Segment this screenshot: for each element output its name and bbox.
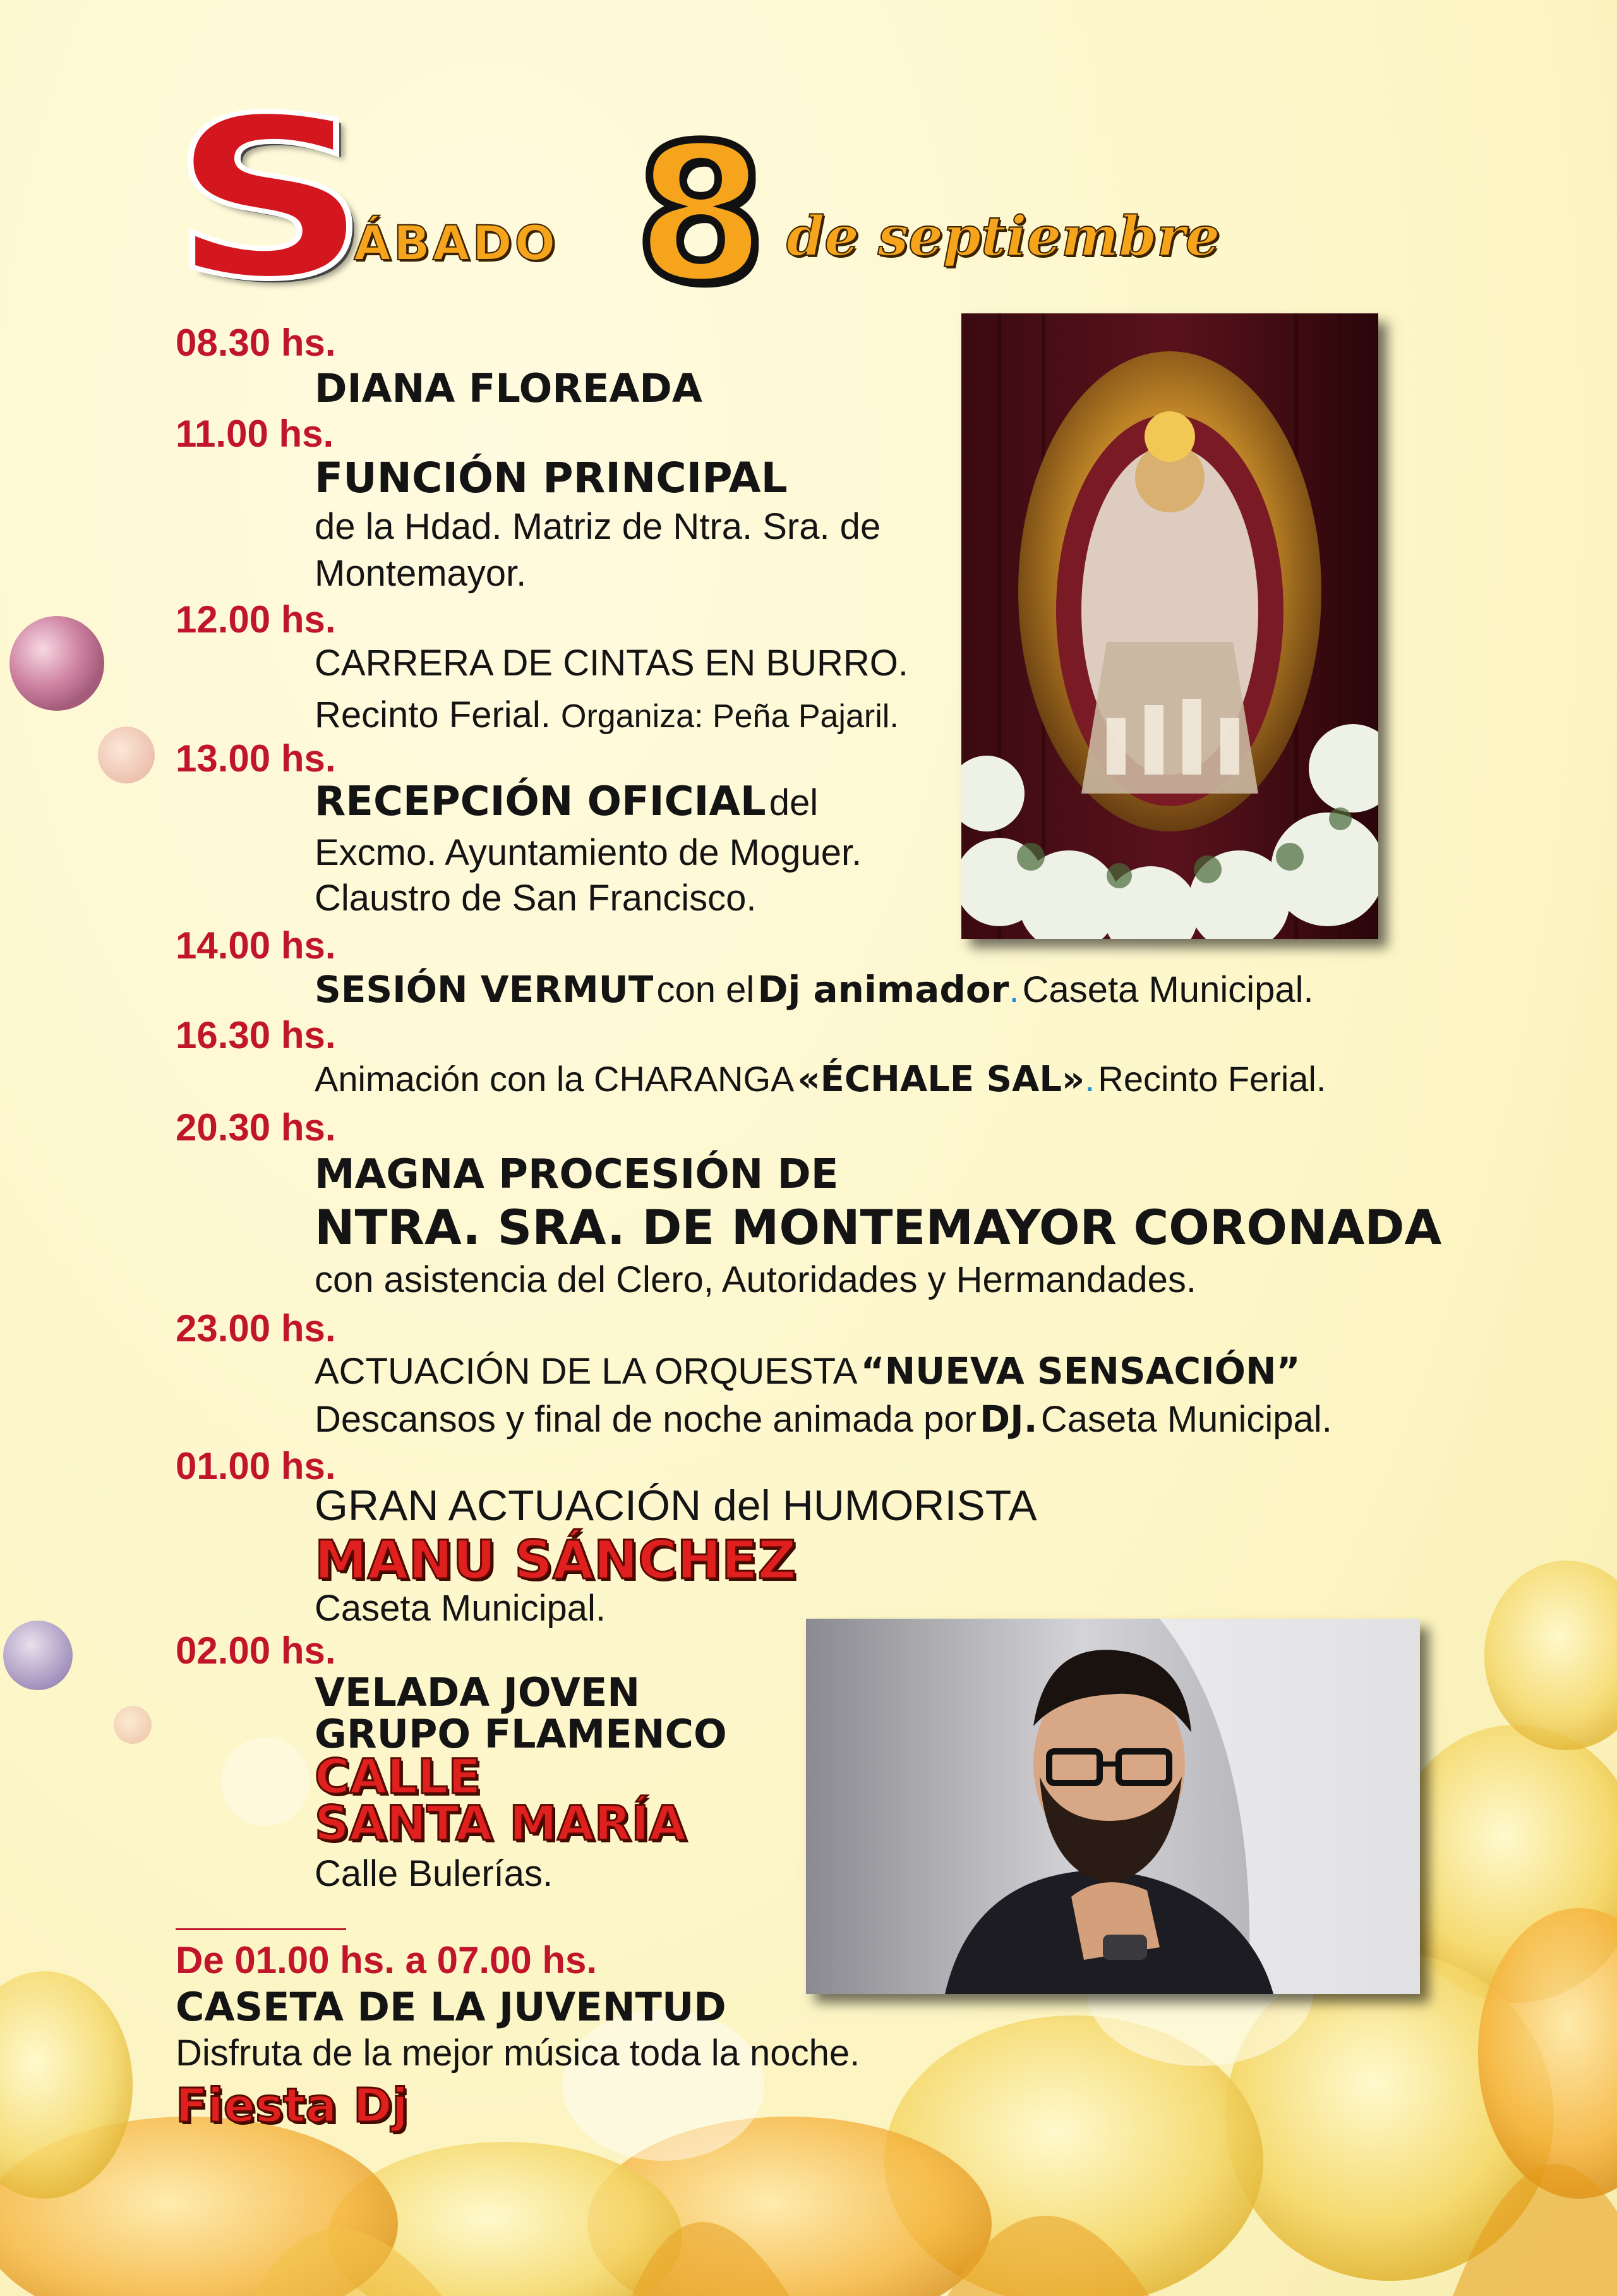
- event-line: Montemayor.: [315, 553, 527, 594]
- virgin-photo: [961, 313, 1378, 939]
- event-grupo-flamenco: GRUPO FLAMENCO: [315, 1711, 727, 1757]
- title-rest: ÁBADO: [354, 215, 558, 271]
- footer-fiesta-dj: Fiesta Dj: [176, 2079, 409, 2133]
- event-orquesta: [315, 1350, 1301, 1393]
- time-2300: 23.00 hs.: [176, 1307, 336, 1350]
- footer-line: Disfruta de la mejor música toda la noche.: [176, 2033, 860, 2074]
- time-0830: 08.30 hs.: [176, 322, 336, 364]
- time-0200: 02.00 hs.: [176, 1629, 336, 1672]
- event-title-suffix: del: [769, 782, 819, 823]
- event-line: Claustro de San Francisco.: [315, 878, 757, 919]
- time-1300: 13.00 hs.: [176, 737, 336, 780]
- event-sesion-vermut: [315, 968, 1314, 1011]
- footer-title: CASETA DE LA JUVENTUD: [176, 1984, 726, 2030]
- event-text: Caseta Municipal.: [1040, 1399, 1332, 1440]
- day-number: 8: [635, 104, 767, 325]
- event-bold: “NUEVA SENSACIÓN”: [860, 1350, 1301, 1393]
- month-text: de septiembre: [786, 205, 1220, 269]
- event-line: Calle Bulerías.: [315, 1853, 553, 1894]
- event-line: con asistencia del Clero, Autoridades y Hermandades.: [315, 1259, 1196, 1300]
- event-line-part: Organiza: Peña Pajaril.: [561, 698, 899, 735]
- event-santa-maria: SANTA MARÍA: [315, 1795, 687, 1851]
- time-1630: 16.30 hs.: [176, 1014, 336, 1056]
- event-text: Recinto Ferial.: [1098, 1059, 1326, 1099]
- event-velada-joven: VELADA JOVEN: [315, 1669, 640, 1715]
- event-text: ACTUACIÓN DE LA ORQUESTA: [315, 1351, 858, 1392]
- event-bold: «ÉCHALE SAL»: [797, 1059, 1085, 1100]
- event-line: Caseta Municipal.: [315, 1588, 606, 1629]
- time-1400: 14.00 hs.: [176, 924, 336, 967]
- event-funcion-principal: FUNCIÓN PRINCIPAL: [315, 454, 788, 502]
- event-dot: .: [1009, 969, 1019, 1010]
- event-calle: CALLE: [315, 1748, 481, 1804]
- event-diana-floreada: DIANA FLOREADA: [315, 365, 702, 411]
- title-initial: S: [171, 70, 362, 328]
- event-text: Descansos y final de noche animada por: [315, 1399, 977, 1440]
- time-2030: 20.30 hs.: [176, 1106, 336, 1149]
- event-line: Excmo. Ayuntamiento de Moguer.: [315, 832, 862, 873]
- manu-sanchez-photo: [806, 1619, 1420, 1994]
- event-bold: Dj animador: [757, 968, 1009, 1011]
- event-text: Caseta Municipal.: [1022, 969, 1314, 1010]
- divider: [176, 1928, 346, 1930]
- event-recepcion-oficial: [315, 778, 818, 825]
- event-gran-actuacion: GRAN ACTUACIÓN del HUMORISTA: [315, 1482, 1037, 1530]
- event-virgin-name: NTRA. SRA. DE MONTEMAYOR CORONADA: [315, 1199, 1442, 1255]
- time-1100: 11.00 hs.: [176, 413, 334, 455]
- event-text: con el: [656, 969, 755, 1010]
- event-line: [315, 694, 899, 736]
- event-bold: SESIÓN VERMUT: [315, 968, 654, 1011]
- time-0100: 01.00 hs.: [176, 1445, 336, 1487]
- event-carrera-cintas: CARRERA DE CINTAS EN BURRO.: [315, 643, 908, 684]
- event-manu-sanchez: MANU SÁNCHEZ: [315, 1529, 796, 1591]
- time-1200: 12.00 hs.: [176, 598, 336, 641]
- footer-time: De 01.00 hs. a 07.00 hs.: [176, 1939, 598, 1981]
- event-magna-procesion: MAGNA PROCESIÓN DE: [315, 1151, 839, 1198]
- event-bold: DJ.: [979, 1398, 1038, 1441]
- event-charanga: [315, 1058, 1326, 1100]
- event-dot: .: [1085, 1058, 1095, 1099]
- event-line: [315, 1398, 1332, 1441]
- event-line-part: Recinto Ferial.: [315, 694, 551, 735]
- event-text: Animación con la CHARANGA: [315, 1059, 795, 1099]
- event-title: RECEPCIÓN OFICIAL: [315, 778, 766, 825]
- event-line: de la Hdad. Matriz de Ntra. Sra. de: [315, 506, 881, 547]
